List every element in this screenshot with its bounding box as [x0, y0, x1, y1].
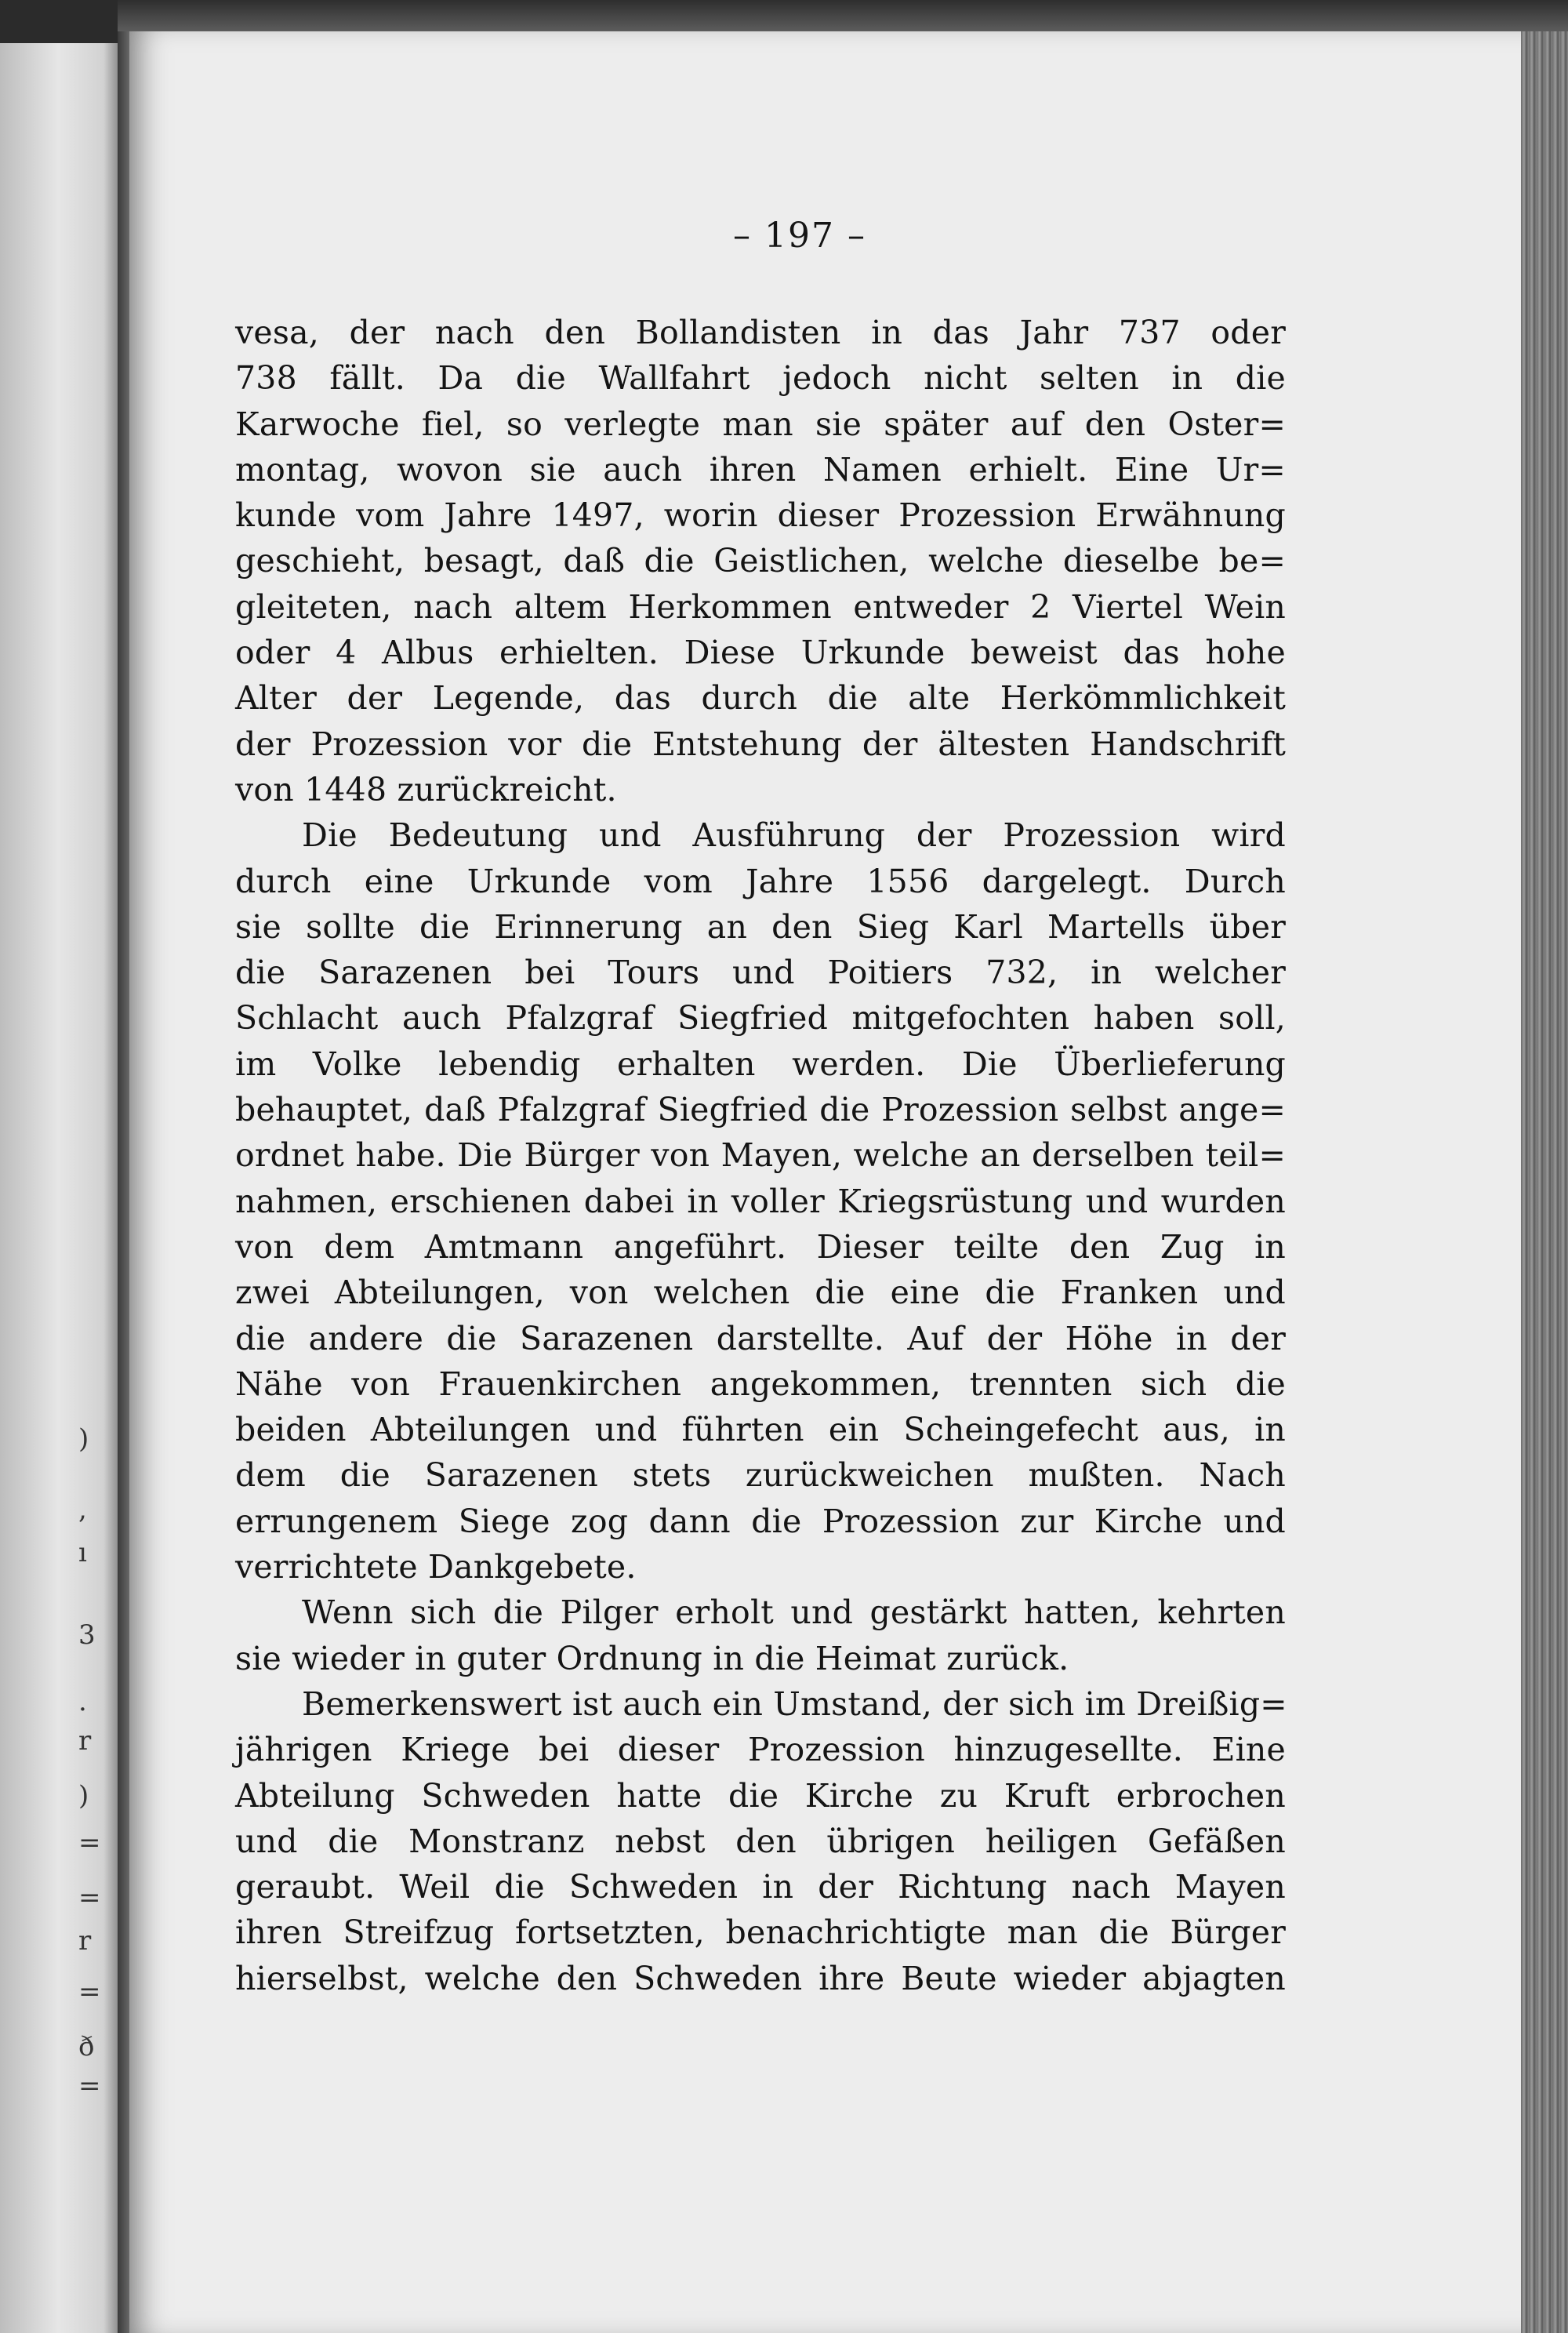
text-line: ordnet habe. Die Bürger von Mayen, welche an derselben teil=: [235, 1136, 1286, 1175]
text-line: verrichtete Dankgebete.: [235, 1548, 637, 1586]
text-line: zwei Abteilungen, von welchen die eine die Franken und: [235, 1274, 1286, 1312]
text-line: jährigen Kriege bei dieser Prozession hinzugesellte. Eine: [235, 1731, 1286, 1769]
left-margin-glyph: ı: [78, 1537, 87, 1568]
text-line: die andere die Sarazenen darstellte. Auf der Höhe in der: [235, 1319, 1286, 1357]
text-line: Nähe von Frauenkirchen angekommen, trennten sich die: [235, 1365, 1286, 1403]
text-line: sie wieder in guter Ordnung in die Heimat zurück.: [235, 1639, 1069, 1677]
text-line: sie sollte die Erinnerung an den Sieg Karl Martells über: [235, 907, 1286, 946]
left-margin-glyph: =: [78, 1976, 101, 2008]
text-line: Abteilung Schweden hatte die Kirche zu Kruft erbrochen: [235, 1776, 1286, 1815]
text-line: Schlacht auch Pfalzgraf Siegfried mitgefochten haben soll,: [235, 999, 1286, 1037]
text-line: Alter der Legende, das durch die alte Herkömmlichkeit: [235, 679, 1286, 718]
text-line: montag, wovon sie auch ihren Namen erhielt. Eine Ur=: [235, 450, 1286, 489]
text-line: beiden Abteilungen und führten ein Scheingefecht aus, in: [235, 1411, 1286, 1449]
left-margin-glyph: r: [78, 1725, 92, 1757]
text-line: von 1448 zurückreicht.: [235, 770, 617, 809]
text-line: 738 fällt. Da die Wallfahrt jedoch nicht selten in die: [235, 359, 1286, 398]
text-line: die Sarazenen bei Tours und Poitiers 732, in welcher: [235, 954, 1286, 992]
page-number: – 197 –: [733, 216, 866, 256]
text-line: Die Bedeutung und Ausführung der Prozession wird: [302, 816, 1286, 855]
left-margin-glyph: ): [78, 1780, 89, 1812]
text-line: vesa, der nach den Bollandisten in das Jahr 737 oder: [235, 314, 1286, 351]
text-line: geraubt. Weil die Schweden in der Richtung nach Mayen: [235, 1868, 1286, 1906]
left-margin-glyph: ): [78, 1423, 89, 1455]
text-line: hierselbst, welche den Schweden ihre Beute wieder abjagten: [235, 1959, 1286, 1997]
left-margin-glyph: ð: [78, 2031, 95, 2062]
text-line: errungenem Siege zog dann die Prozession zur Kirche und: [235, 1502, 1286, 1540]
left-facing-page: [0, 0, 129, 2333]
text-line: dem die Sarazenen stets zurückweichen mußten. Nach: [235, 1456, 1286, 1495]
text-line: kunde vom Jahre 1497, worin dieser Prozession Erwähnung: [235, 496, 1286, 535]
text-line: durch eine Urkunde vom Jahre 1556 dargelegt. Durch: [235, 862, 1286, 900]
text-line: oder 4 Albus erhielten. Diese Urkunde beweist das hohe: [235, 634, 1286, 672]
left-margin-glyph: =: [78, 2070, 101, 2102]
text-line: und die Monstranz nebst den übrigen heiligen Gefäßen: [235, 1822, 1286, 1860]
page-edge-stack: [1521, 31, 1568, 2333]
top-page-edge: [118, 0, 1568, 31]
text-line: Karwoche fiel, so verlegte man sie später auf den Oster=: [235, 405, 1286, 443]
left-margin-glyph: 3: [78, 1619, 96, 1651]
text-line: behauptet, daß Pfalzgraf Siegfried die Prozession selbst ange=: [235, 1091, 1286, 1129]
text-line: im Volke lebendig erhalten werden. Die Überlieferung: [235, 1045, 1286, 1083]
left-page-top-shadow: [0, 0, 129, 43]
text-line: Wenn sich die Pilger erholt und gestärkt hatten, kehrten: [302, 1593, 1286, 1632]
left-margin-glyph: ,: [78, 1494, 87, 1525]
text-line: nahmen, erschienen dabei in voller Kriegsrüstung und wurden: [235, 1182, 1286, 1220]
text-line: von dem Amtmann angeführt. Dieser teilte den Zug in: [235, 1227, 1286, 1266]
text-line: der Prozession vor die Entstehung der ältesten Handschrift: [235, 725, 1286, 763]
left-margin-glyph: =: [78, 1882, 101, 1913]
left-margin-glyph: r: [78, 1925, 92, 1957]
left-margin-glyph: =: [78, 1827, 101, 1859]
text-line: Bemerkenswert ist auch ein Umstand, der sich im Dreißig=: [302, 1684, 1287, 1723]
body-text: [235, 310, 1286, 2001]
text-line: gleiteten, nach altem Herkommen entweder 2 Viertel Wein: [235, 587, 1286, 626]
left-margin-glyph: .: [78, 1686, 87, 1717]
text-line: ihren Streifzug fortsetzten, benachrichtigte man die Bürger: [235, 1913, 1286, 1952]
text-line: geschieht, besagt, daß die Geistlichen, welche dieselbe be=: [235, 542, 1286, 580]
